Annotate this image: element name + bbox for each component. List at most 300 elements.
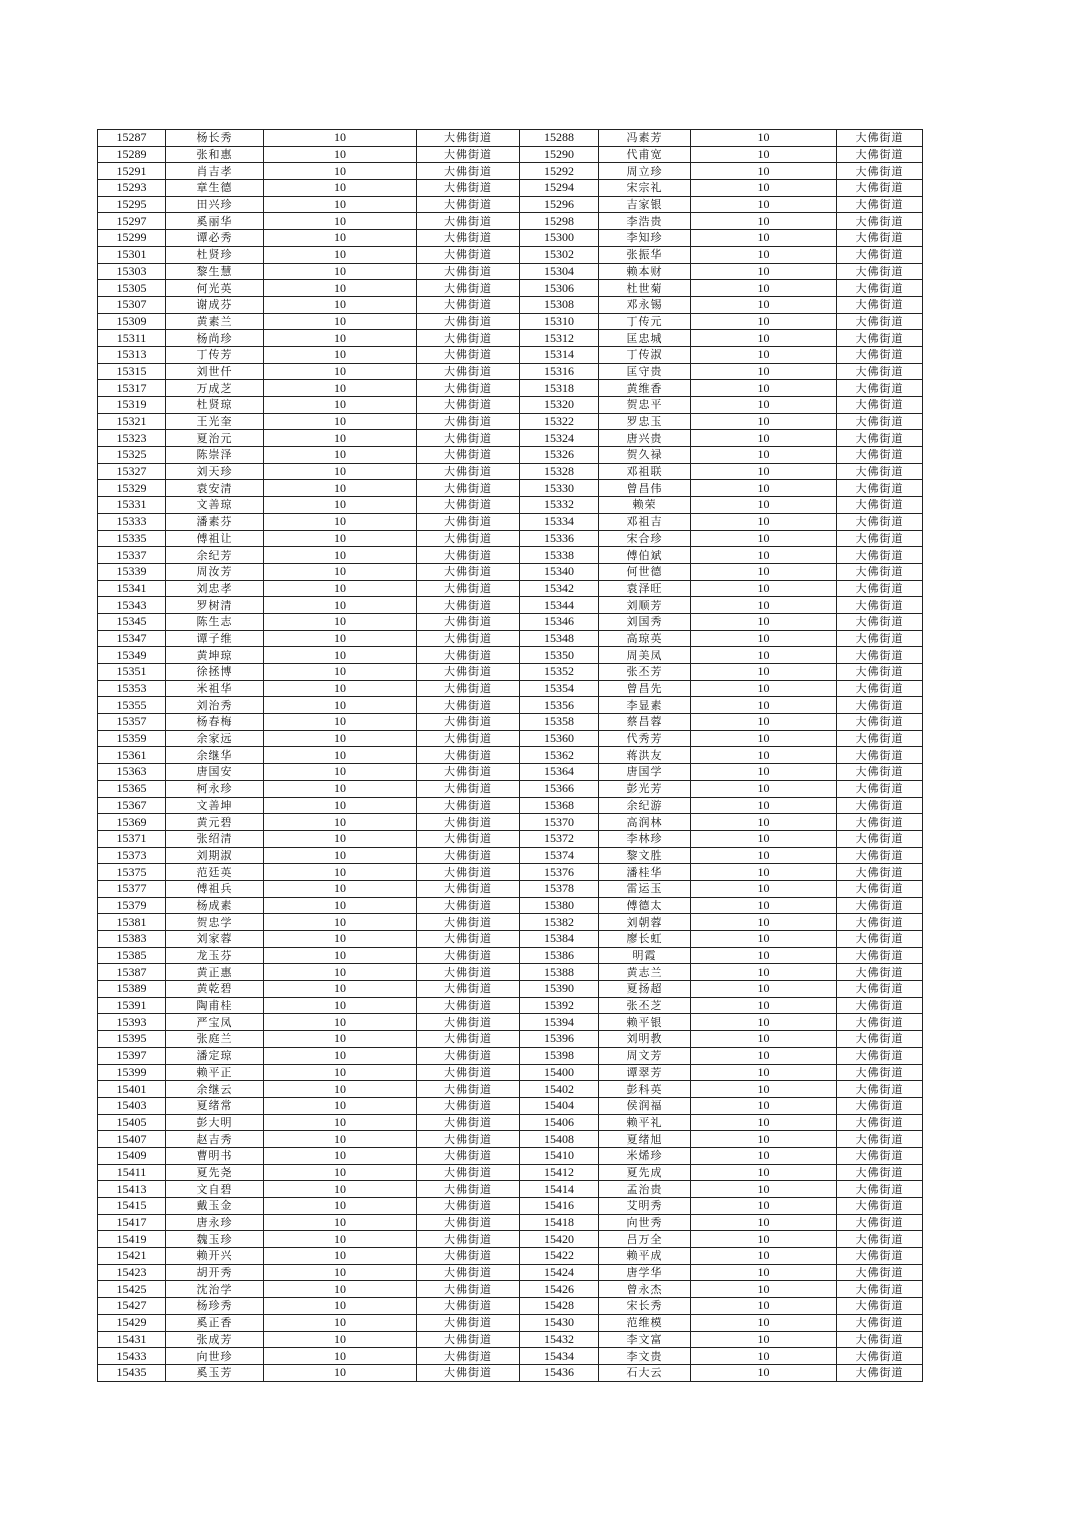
record-id-cell: 15348 (520, 630, 599, 647)
amount-cell: 10 (264, 947, 417, 964)
table-row (98, 1264, 923, 1281)
amount-cell: 10 (264, 1281, 417, 1298)
amount-cell: 10 (691, 947, 837, 964)
roster-table (97, 129, 923, 1382)
amount-cell: 10 (691, 664, 837, 681)
table-row (98, 530, 923, 547)
record-id-cell: 15430 (520, 1314, 599, 1331)
table-row (98, 263, 923, 280)
street-cell: 大佛街道 (417, 1164, 520, 1181)
amount-cell: 10 (691, 1248, 837, 1265)
amount-cell: 10 (691, 597, 837, 614)
street-cell: 大佛街道 (837, 196, 923, 213)
street-cell: 大佛街道 (837, 180, 923, 197)
table-row (98, 1047, 923, 1064)
amount-cell: 10 (691, 1014, 837, 1031)
amount-cell: 10 (264, 647, 417, 664)
street-cell: 大佛街道 (417, 430, 520, 447)
record-id-cell: 15287 (98, 130, 166, 147)
street-cell: 大佛街道 (837, 1248, 923, 1265)
table-row (98, 847, 923, 864)
amount-cell: 10 (264, 463, 417, 480)
amount-cell: 10 (691, 1047, 837, 1064)
street-cell: 大佛街道 (837, 1064, 923, 1081)
amount-cell: 10 (691, 330, 837, 347)
record-id-cell: 15407 (98, 1131, 166, 1148)
amount-cell: 10 (691, 714, 837, 731)
person-name-cell: 黄志兰 (599, 964, 691, 981)
amount-cell: 10 (691, 1031, 837, 1048)
street-cell: 大佛街道 (837, 797, 923, 814)
person-name-cell: 陶甫桂 (166, 997, 264, 1014)
record-id-cell: 15393 (98, 1014, 166, 1031)
record-id-cell: 15300 (520, 230, 599, 247)
record-id-cell: 15375 (98, 864, 166, 881)
street-cell: 大佛街道 (417, 597, 520, 614)
record-id-cell: 15306 (520, 280, 599, 297)
table-row (98, 680, 923, 697)
amount-cell: 10 (691, 380, 837, 397)
amount-cell: 10 (264, 1097, 417, 1114)
street-cell: 大佛街道 (837, 597, 923, 614)
street-cell: 大佛街道 (417, 180, 520, 197)
street-cell: 大佛街道 (837, 1214, 923, 1231)
table-row (98, 130, 923, 147)
person-name-cell: 蒋洪友 (599, 747, 691, 764)
person-name-cell: 黎生慧 (166, 263, 264, 280)
person-name-cell: 杨春梅 (166, 714, 264, 731)
person-name-cell: 张丕芳 (599, 664, 691, 681)
amount-cell: 10 (264, 964, 417, 981)
street-cell: 大佛街道 (417, 213, 520, 230)
amount-cell: 10 (691, 997, 837, 1014)
record-id-cell: 15339 (98, 563, 166, 580)
amount-cell: 10 (264, 664, 417, 681)
street-cell: 大佛街道 (417, 1314, 520, 1331)
person-name-cell: 夏治元 (166, 430, 264, 447)
street-cell: 大佛街道 (417, 780, 520, 797)
person-name-cell: 刘期淑 (166, 847, 264, 864)
record-id-cell: 15294 (520, 180, 599, 197)
amount-cell: 10 (264, 1081, 417, 1098)
record-id-cell: 15301 (98, 246, 166, 263)
record-id-cell: 15346 (520, 613, 599, 630)
street-cell: 大佛街道 (837, 530, 923, 547)
amount-cell: 10 (691, 897, 837, 914)
record-id-cell: 15408 (520, 1131, 599, 1148)
street-cell: 大佛街道 (837, 146, 923, 163)
person-name-cell: 奚丽华 (166, 213, 264, 230)
street-cell: 大佛街道 (837, 714, 923, 731)
person-name-cell: 陈生志 (166, 613, 264, 630)
person-name-cell: 张丕芝 (599, 997, 691, 1014)
amount-cell: 10 (264, 563, 417, 580)
street-cell: 大佛街道 (417, 530, 520, 547)
amount-cell: 10 (264, 146, 417, 163)
record-id-cell: 15412 (520, 1164, 599, 1181)
person-name-cell: 唐兴贵 (599, 430, 691, 447)
amount-cell: 10 (691, 764, 837, 781)
amount-cell: 10 (264, 680, 417, 697)
amount-cell: 10 (264, 163, 417, 180)
amount-cell: 10 (264, 130, 417, 147)
record-id-cell: 15335 (98, 530, 166, 547)
table-row (98, 1214, 923, 1231)
record-id-cell: 15314 (520, 346, 599, 363)
street-cell: 大佛街道 (837, 1081, 923, 1098)
person-name-cell: 艾明秀 (599, 1198, 691, 1215)
record-id-cell: 15336 (520, 530, 599, 547)
table-row (98, 463, 923, 480)
amount-cell: 10 (691, 814, 837, 831)
record-id-cell: 15427 (98, 1298, 166, 1315)
street-cell: 大佛街道 (417, 997, 520, 1014)
person-name-cell: 万成芝 (166, 380, 264, 397)
person-name-cell: 罗树清 (166, 597, 264, 614)
street-cell: 大佛街道 (417, 280, 520, 297)
street-cell: 大佛街道 (837, 947, 923, 964)
street-cell: 大佛街道 (837, 563, 923, 580)
record-id-cell: 15417 (98, 1214, 166, 1231)
street-cell: 大佛街道 (837, 1097, 923, 1114)
amount-cell: 10 (264, 530, 417, 547)
amount-cell: 10 (264, 380, 417, 397)
record-id-cell: 15421 (98, 1248, 166, 1265)
person-name-cell: 刘天珍 (166, 463, 264, 480)
table-row (98, 213, 923, 230)
record-id-cell: 15338 (520, 547, 599, 564)
record-id-cell: 15317 (98, 380, 166, 397)
street-cell: 大佛街道 (417, 363, 520, 380)
street-cell: 大佛街道 (837, 313, 923, 330)
street-cell: 大佛街道 (837, 580, 923, 597)
record-id-cell: 15436 (520, 1364, 599, 1381)
amount-cell: 10 (691, 964, 837, 981)
street-cell: 大佛街道 (837, 1331, 923, 1348)
person-name-cell: 黎文胜 (599, 847, 691, 864)
record-id-cell: 15363 (98, 764, 166, 781)
person-name-cell: 李知珍 (599, 230, 691, 247)
person-name-cell: 唐永珍 (166, 1214, 264, 1231)
street-cell: 大佛街道 (837, 680, 923, 697)
person-name-cell: 黄元碧 (166, 814, 264, 831)
record-id-cell: 15428 (520, 1298, 599, 1315)
amount-cell: 10 (691, 880, 837, 897)
record-id-cell: 15319 (98, 397, 166, 414)
street-cell: 大佛街道 (837, 1147, 923, 1164)
record-id-cell: 15368 (520, 797, 599, 814)
person-name-cell: 黄坤琼 (166, 647, 264, 664)
record-id-cell: 15398 (520, 1047, 599, 1064)
street-cell: 大佛街道 (417, 931, 520, 948)
street-cell: 大佛街道 (417, 981, 520, 998)
street-cell: 大佛街道 (837, 246, 923, 263)
person-name-cell: 宋宗礼 (599, 180, 691, 197)
street-cell: 大佛街道 (417, 764, 520, 781)
street-cell: 大佛街道 (837, 1131, 923, 1148)
amount-cell: 10 (264, 1248, 417, 1265)
record-id-cell: 15432 (520, 1331, 599, 1348)
table-row (98, 764, 923, 781)
person-name-cell: 夏绪常 (166, 1097, 264, 1114)
record-id-cell: 15303 (98, 263, 166, 280)
street-cell: 大佛街道 (417, 1198, 520, 1215)
street-cell: 大佛街道 (417, 947, 520, 964)
record-id-cell: 15384 (520, 931, 599, 948)
person-name-cell: 彭光芳 (599, 780, 691, 797)
amount-cell: 10 (264, 997, 417, 1014)
street-cell: 大佛街道 (417, 563, 520, 580)
person-name-cell: 唐学华 (599, 1264, 691, 1281)
amount-cell: 10 (264, 797, 417, 814)
person-name-cell: 彭科英 (599, 1081, 691, 1098)
table-row (98, 714, 923, 731)
street-cell: 大佛街道 (417, 1181, 520, 1198)
table-row (98, 380, 923, 397)
amount-cell: 10 (691, 447, 837, 464)
street-cell: 大佛街道 (417, 630, 520, 647)
amount-cell: 10 (264, 1348, 417, 1365)
person-name-cell: 李文富 (599, 1331, 691, 1348)
street-cell: 大佛街道 (417, 847, 520, 864)
amount-cell: 10 (264, 714, 417, 731)
street-cell: 大佛街道 (417, 1047, 520, 1064)
person-name-cell: 贺忠学 (166, 914, 264, 931)
record-id-cell: 15302 (520, 246, 599, 263)
record-id-cell: 15297 (98, 213, 166, 230)
amount-cell: 10 (691, 430, 837, 447)
amount-cell: 10 (691, 1131, 837, 1148)
table-row (98, 630, 923, 647)
table-row (98, 563, 923, 580)
person-name-cell: 明霞 (599, 947, 691, 964)
record-id-cell: 15362 (520, 747, 599, 764)
record-id-cell: 15344 (520, 597, 599, 614)
person-name-cell: 张庭兰 (166, 1031, 264, 1048)
amount-cell: 10 (691, 697, 837, 714)
person-name-cell: 刘明教 (599, 1031, 691, 1048)
record-id-cell: 15397 (98, 1047, 166, 1064)
record-id-cell: 15383 (98, 931, 166, 948)
person-name-cell: 代秀芳 (599, 730, 691, 747)
amount-cell: 10 (691, 1198, 837, 1215)
amount-cell: 10 (691, 1331, 837, 1348)
amount-cell: 10 (264, 897, 417, 914)
amount-cell: 10 (691, 363, 837, 380)
record-id-cell: 15288 (520, 130, 599, 147)
record-id-cell: 15322 (520, 413, 599, 430)
person-name-cell: 何世德 (599, 563, 691, 580)
person-name-cell: 胡开秀 (166, 1264, 264, 1281)
record-id-cell: 15370 (520, 814, 599, 831)
table-row (98, 647, 923, 664)
amount-cell: 10 (691, 346, 837, 363)
record-id-cell: 15380 (520, 897, 599, 914)
table-row (98, 363, 923, 380)
amount-cell: 10 (264, 346, 417, 363)
record-id-cell: 15337 (98, 547, 166, 564)
table-row (98, 931, 923, 948)
amount-cell: 10 (691, 1164, 837, 1181)
record-id-cell: 15353 (98, 680, 166, 697)
amount-cell: 10 (691, 1181, 837, 1198)
table-row (98, 797, 923, 814)
record-id-cell: 15386 (520, 947, 599, 964)
table-row (98, 1147, 923, 1164)
record-id-cell: 15377 (98, 880, 166, 897)
street-cell: 大佛街道 (417, 380, 520, 397)
street-cell: 大佛街道 (837, 697, 923, 714)
table-row (98, 1031, 923, 1048)
person-name-cell: 罗忠玉 (599, 413, 691, 430)
street-cell: 大佛街道 (837, 880, 923, 897)
person-name-cell: 彭大明 (166, 1114, 264, 1131)
person-name-cell: 丁传芳 (166, 346, 264, 363)
person-name-cell: 匡忠城 (599, 330, 691, 347)
person-name-cell: 蔡昌蓉 (599, 714, 691, 731)
street-cell: 大佛街道 (417, 680, 520, 697)
street-cell: 大佛街道 (417, 313, 520, 330)
record-id-cell: 15351 (98, 664, 166, 681)
table-row (98, 296, 923, 313)
table-row (98, 497, 923, 514)
street-cell: 大佛街道 (417, 497, 520, 514)
record-id-cell: 15429 (98, 1314, 166, 1331)
street-cell: 大佛街道 (417, 263, 520, 280)
street-cell: 大佛街道 (837, 1264, 923, 1281)
amount-cell: 10 (264, 1181, 417, 1198)
table-row (98, 163, 923, 180)
amount-cell: 10 (691, 1264, 837, 1281)
street-cell: 大佛街道 (837, 1164, 923, 1181)
street-cell: 大佛街道 (417, 880, 520, 897)
amount-cell: 10 (264, 580, 417, 597)
amount-cell: 10 (691, 513, 837, 530)
person-name-cell: 杨成素 (166, 897, 264, 914)
person-name-cell: 何光英 (166, 280, 264, 297)
amount-cell: 10 (691, 530, 837, 547)
person-name-cell: 孟治贵 (599, 1181, 691, 1198)
amount-cell: 10 (691, 1147, 837, 1164)
table-row (98, 697, 923, 714)
amount-cell: 10 (691, 547, 837, 564)
person-name-cell: 周美凤 (599, 647, 691, 664)
amount-cell: 10 (264, 747, 417, 764)
table-row (98, 430, 923, 447)
amount-cell: 10 (691, 213, 837, 230)
table-row (98, 1198, 923, 1215)
record-id-cell: 15309 (98, 313, 166, 330)
person-name-cell: 余纪芳 (166, 547, 264, 564)
street-cell: 大佛街道 (837, 330, 923, 347)
person-name-cell: 文自碧 (166, 1181, 264, 1198)
person-name-cell: 田兴珍 (166, 196, 264, 213)
person-name-cell: 沈治学 (166, 1281, 264, 1298)
amount-cell: 10 (691, 246, 837, 263)
person-name-cell: 丁传淑 (599, 346, 691, 363)
record-id-cell: 15433 (98, 1348, 166, 1365)
record-id-cell: 15289 (98, 146, 166, 163)
person-name-cell: 代甫宽 (599, 146, 691, 163)
street-cell: 大佛街道 (417, 480, 520, 497)
street-cell: 大佛街道 (417, 397, 520, 414)
street-cell: 大佛街道 (837, 1114, 923, 1131)
street-cell: 大佛街道 (837, 1047, 923, 1064)
amount-cell: 10 (264, 1331, 417, 1348)
table-row (98, 1314, 923, 1331)
table-row (98, 1064, 923, 1081)
street-cell: 大佛街道 (837, 780, 923, 797)
person-name-cell: 黄维香 (599, 380, 691, 397)
amount-cell: 10 (691, 580, 837, 597)
table-row (98, 597, 923, 614)
table-row (98, 897, 923, 914)
street-cell: 大佛街道 (837, 1348, 923, 1365)
table-row (98, 1131, 923, 1148)
person-name-cell: 曾永杰 (599, 1281, 691, 1298)
person-name-cell: 丁传元 (599, 313, 691, 330)
record-id-cell: 15371 (98, 830, 166, 847)
record-id-cell: 15402 (520, 1081, 599, 1098)
record-id-cell: 15307 (98, 296, 166, 313)
record-id-cell: 15360 (520, 730, 599, 747)
person-name-cell: 夏扬超 (599, 981, 691, 998)
street-cell: 大佛街道 (837, 1181, 923, 1198)
street-cell: 大佛街道 (417, 413, 520, 430)
record-id-cell: 15355 (98, 697, 166, 714)
person-name-cell: 王光奎 (166, 413, 264, 430)
street-cell: 大佛街道 (837, 447, 923, 464)
amount-cell: 10 (691, 730, 837, 747)
street-cell: 大佛街道 (417, 964, 520, 981)
record-id-cell: 15426 (520, 1281, 599, 1298)
street-cell: 大佛街道 (417, 714, 520, 731)
record-id-cell: 15406 (520, 1114, 599, 1131)
street-cell: 大佛街道 (837, 1298, 923, 1315)
record-id-cell: 15326 (520, 447, 599, 464)
person-name-cell: 邓祖吉 (599, 513, 691, 530)
amount-cell: 10 (691, 230, 837, 247)
person-name-cell: 李浩贵 (599, 213, 691, 230)
person-name-cell: 范维模 (599, 1314, 691, 1331)
street-cell: 大佛街道 (417, 647, 520, 664)
amount-cell: 10 (691, 296, 837, 313)
record-id-cell: 15332 (520, 497, 599, 514)
person-name-cell: 宋合珍 (599, 530, 691, 547)
record-id-cell: 15366 (520, 780, 599, 797)
street-cell: 大佛街道 (417, 830, 520, 847)
table-row (98, 964, 923, 981)
amount-cell: 10 (264, 1047, 417, 1064)
amount-cell: 10 (264, 814, 417, 831)
person-name-cell: 夏绪旭 (599, 1131, 691, 1148)
record-id-cell: 15387 (98, 964, 166, 981)
record-id-cell: 15295 (98, 196, 166, 213)
amount-cell: 10 (264, 513, 417, 530)
record-id-cell: 15389 (98, 981, 166, 998)
amount-cell: 10 (264, 330, 417, 347)
table-row (98, 780, 923, 797)
amount-cell: 10 (264, 363, 417, 380)
street-cell: 大佛街道 (417, 163, 520, 180)
table-row (98, 547, 923, 564)
person-name-cell: 李显素 (599, 697, 691, 714)
record-id-cell: 15305 (98, 280, 166, 297)
table-row (98, 664, 923, 681)
person-name-cell: 曹明书 (166, 1147, 264, 1164)
person-name-cell: 贺忠平 (599, 397, 691, 414)
person-name-cell: 潘桂华 (599, 864, 691, 881)
